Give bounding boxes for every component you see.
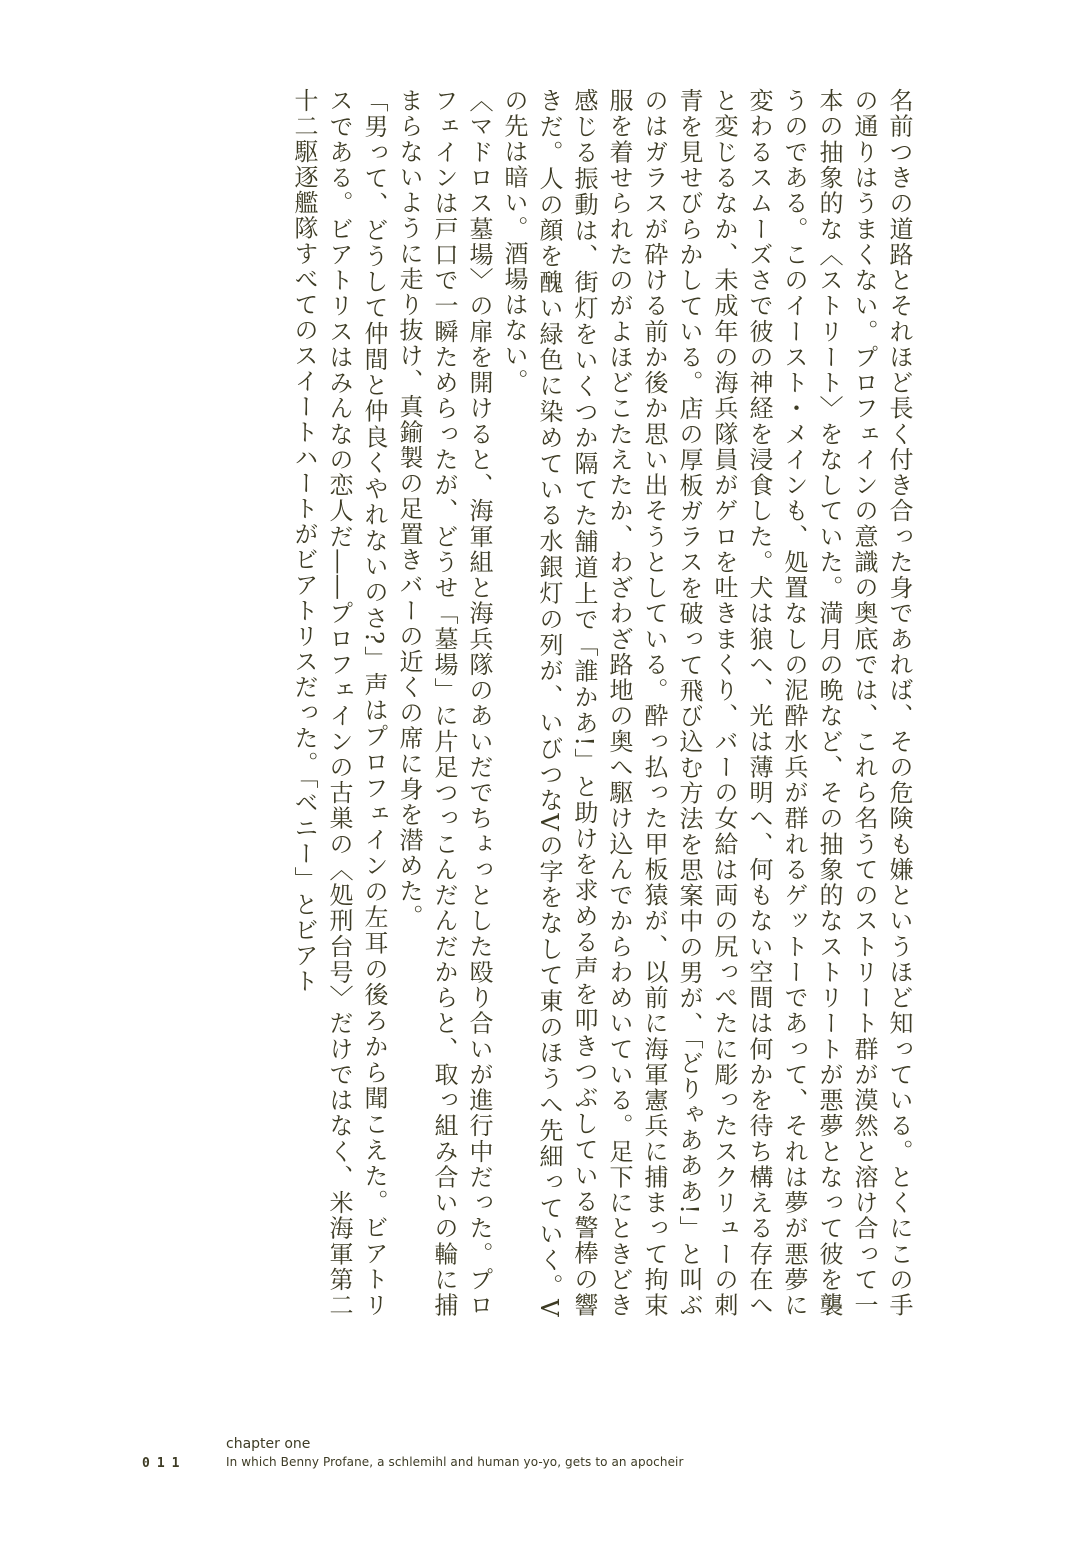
chapter-summary: In which Benny Profane, a schlemihl and human yo-yo, gets to an apocheir — [226, 1455, 684, 1469]
chapter-label: chapter one — [226, 1436, 311, 1452]
paragraph: 名前つきの道路とそれほど長く付き合った身であれば、その危険も嫌というほど知っている。とくにこの手の通りはうまくない。プロフェインの意識の奥底では、これら名うてのストリート群が漠然と溶け合って一本の抽象的な〈ストリート〉をなしていた。満月の晩など、その抽象的なストリートが悪夢となって彼を襲うのである。このイースト・メインも、処置なしの泥酔水兵が群れるゲットーであって、それは夢が悪夢に変わるスムーズさで彼の神経を浸食した。犬は狼へ、光は薄明へ、何もない空間は何かを待ち構える存在へと変じるなか、未成年の海兵隊員がゲロを吐きまくり、バーの女給は両の尻っぺたに彫ったスクリューの刺青を見せびらかしている。店の厚板ガラスを破って飛び込む方法を思案中の男が、「どりゃあああ!」と叫ぶのはガラスが砕ける前か後か思い出そうとしている。酔っ払った甲板猿が、以前に海軍憲兵に捕まって拘束服を着せられたのがよほどこたえたか、わざわざ路地の奥へ駆け込んでからわめいている。足下にときどき感じる振動は、街灯をいくつか隔てた舗道上で「誰かあ!」と助けを求める声を叩きつぶしている警棒の響きだ。人の顔を醜い緑色に染めている水銀灯の列が、いびつなVの字をなして東のほうへ先細っていく。Vの先は暗い。酒場はない。 — [500, 88, 913, 1318]
running-head — [226, 1436, 684, 1471]
body-text — [146, 88, 916, 1318]
paragraph: 〈マドロス墓場〉の扉を開けると、海軍組と海兵隊のあいだでちょっとした殴り合いが進行中だった。プロフェインは戸口で一瞬ためらったが、どうせ「墓場」に片足つっこんだんだからと、取っ組み合いの輪に捕まらないように走り抜け、真鍮製の足置きバーの近くの席に身を潜めた。 — [395, 88, 493, 1318]
page-number: 011 — [142, 1456, 187, 1471]
paragraph: 「男って、どうして仲間と仲良くやれないのさ?」声はプロフェインの左耳の後ろから聞こえた。ビアトリスである。ビアトリスはみんなの恋人だ――プロフェインの古巣の〈処刑台号〉だけではなく、米海軍第二十二駆逐艦隊すべてのスイートハートがビアトリスだった。「ベニー」とビアト — [290, 88, 388, 1318]
